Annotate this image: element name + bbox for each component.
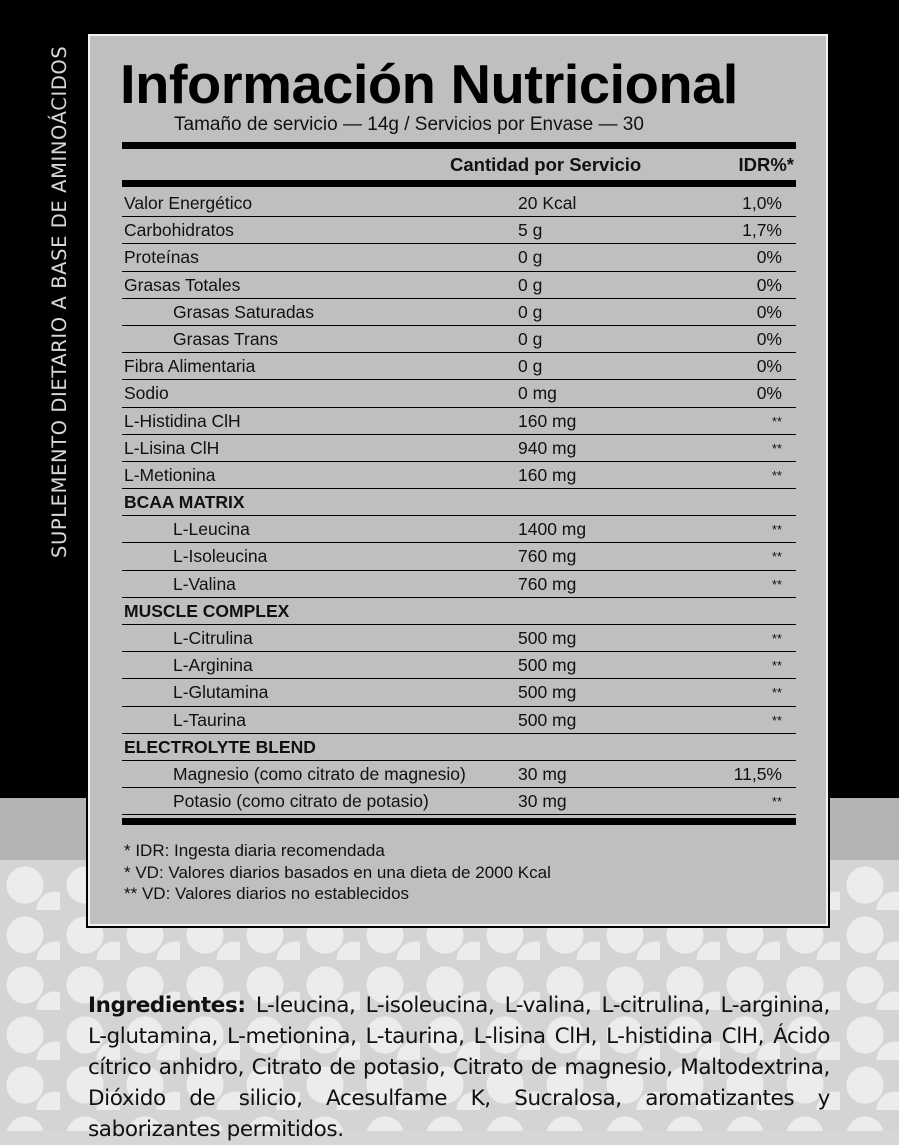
- header-idr: IDR%*: [738, 154, 794, 175]
- table-row: [122, 272, 796, 299]
- table-row: [122, 435, 796, 462]
- table-row: [122, 244, 796, 271]
- row-amount: 1400 mg: [518, 519, 587, 540]
- ingredients-text: [88, 990, 830, 1145]
- row-idr: **: [771, 522, 782, 538]
- row-name: Fibra Alimentaria: [124, 356, 256, 377]
- nutrition-panel: [88, 34, 828, 926]
- row-name: Carbohidratos: [124, 220, 234, 241]
- row-name: MUSCLE COMPLEX: [124, 600, 290, 621]
- row-idr: 1,7%: [742, 220, 782, 241]
- row-amount: 0 g: [518, 356, 543, 377]
- table-row: [122, 516, 796, 543]
- row-idr: **: [771, 794, 782, 810]
- row-name: BCAA MATRIX: [124, 492, 245, 513]
- row-idr: 0%: [756, 328, 782, 349]
- table-row: [122, 788, 796, 815]
- row-name: L-Leucina: [173, 519, 250, 540]
- row-name: Valor Energético: [124, 193, 253, 213]
- side-label: SUPLEMENTO DIETARIO A BASE DE AMINOÁCIDOS: [48, 45, 71, 558]
- row-amount: 5 g: [518, 220, 543, 241]
- row-idr: **: [771, 631, 782, 646]
- row-name: L-Lisina ClH: [124, 437, 220, 458]
- row-name: ELECTROLYTE BLEND: [124, 736, 316, 757]
- row-idr: **: [771, 658, 782, 674]
- row-name: Proteínas: [124, 247, 199, 268]
- table-row: [122, 190, 796, 217]
- table-row: [122, 299, 796, 326]
- row-amount: 0 g: [518, 274, 543, 295]
- table-row: [122, 679, 796, 706]
- table-row: [122, 707, 796, 734]
- row-amount: 30 mg: [518, 791, 567, 812]
- ingredients-label: Ingredientes:: [88, 993, 246, 1018]
- row-name: Potasio (como citrato de potasio): [173, 791, 429, 812]
- row-idr: **: [771, 440, 782, 456]
- row-idr: 0%: [756, 274, 782, 295]
- row-idr: **: [771, 549, 782, 565]
- footnote: ** VD: Valores diarios no establecidos: [124, 884, 410, 903]
- row-amount: 160 mg: [518, 464, 577, 485]
- row-name: L-Glutamina: [173, 682, 269, 703]
- row-idr: **: [771, 413, 782, 429]
- row-name: L-Citrulina: [173, 628, 253, 648]
- row-amount: 160 mg: [518, 410, 577, 431]
- nutrition-table: [122, 190, 796, 815]
- table-row: [122, 380, 796, 407]
- row-idr: 0%: [756, 383, 782, 404]
- table-row: [122, 217, 796, 244]
- table-row: [122, 761, 796, 788]
- top-rule: [122, 142, 796, 149]
- row-name: L-Arginina: [173, 655, 253, 676]
- table-row: [122, 543, 796, 570]
- row-amount: 500 mg: [518, 682, 577, 703]
- table-row: [122, 353, 796, 380]
- row-amount: 760 mg: [518, 546, 577, 567]
- row-name: Magnesio (como citrato de magnesio): [173, 763, 466, 784]
- row-name: Grasas Saturadas: [173, 301, 315, 322]
- table-row: [122, 326, 796, 353]
- row-amount: 500 mg: [518, 709, 577, 730]
- row-name: Grasas Totales: [124, 274, 241, 295]
- row-idr: 11,5%: [733, 763, 782, 784]
- row-name: Grasas Trans: [173, 328, 279, 349]
- row-idr: 0%: [756, 247, 782, 268]
- section-header-row: [122, 734, 796, 761]
- row-amount: 0 g: [518, 301, 543, 322]
- row-amount: 30 mg: [518, 763, 567, 784]
- table-row: [122, 408, 796, 435]
- serving-info: Tamaño de servicio — 14g / Servicios por Envase — 30: [174, 114, 644, 135]
- row-idr: **: [771, 467, 782, 483]
- footnote: * IDR: Ingesta diaria recomendada: [124, 841, 385, 860]
- row-name: L-Taurina: [173, 709, 246, 730]
- table-row: [122, 462, 796, 489]
- row-idr: 0%: [756, 356, 782, 377]
- panel-title: Información Nutricional: [120, 53, 738, 115]
- row-name: L-Metionina: [124, 464, 216, 485]
- row-amount: 500 mg: [518, 628, 577, 648]
- row-idr: 0%: [756, 301, 782, 322]
- table-row: [122, 625, 796, 652]
- row-name: L-Valina: [173, 573, 236, 594]
- row-amount: 0 g: [518, 328, 543, 349]
- footnote: * VD: Valores diarios basados en una dieta de 2000 Kcal: [124, 862, 551, 882]
- row-idr: **: [771, 576, 782, 592]
- row-amount: 0 g: [518, 247, 543, 268]
- table-row: [122, 571, 796, 598]
- row-idr: **: [771, 685, 782, 701]
- footnotes: [124, 840, 551, 905]
- header-rule: [122, 180, 796, 187]
- header-amount: Cantidad por Servicio: [450, 154, 642, 175]
- row-name: Sodio: [124, 383, 169, 404]
- row-amount: 500 mg: [518, 655, 577, 676]
- ingredients-list: L-leucina, L-isoleucina, L-valina, L-citrulina, L-arginina, L-glutamina, L-metionina, L-taurina, L-lisina ClH, L-histidina ClH, Ácido cítrico anhidro, Citrato de potasio, Citrato de magnesio, Maltodextrina, Dióxido de silicio, Acesulfame K, Sucralosa, aromatizantes y saborizantes permitidos.: [88, 993, 830, 1142]
- row-idr: 1,0%: [742, 193, 782, 213]
- row-idr: **: [771, 712, 782, 728]
- row-amount: 760 mg: [518, 573, 577, 594]
- section-header-row: [122, 598, 796, 625]
- row-amount: 20 Kcal: [518, 193, 577, 213]
- section-header-row: [122, 489, 796, 516]
- row-amount: 0 mg: [518, 383, 557, 404]
- row-amount: 940 mg: [518, 437, 577, 458]
- row-name: L-Histidina ClH: [124, 410, 241, 431]
- bottom-rule: [122, 818, 796, 825]
- row-name: L-Isoleucina: [173, 546, 268, 567]
- table-row: [122, 652, 796, 679]
